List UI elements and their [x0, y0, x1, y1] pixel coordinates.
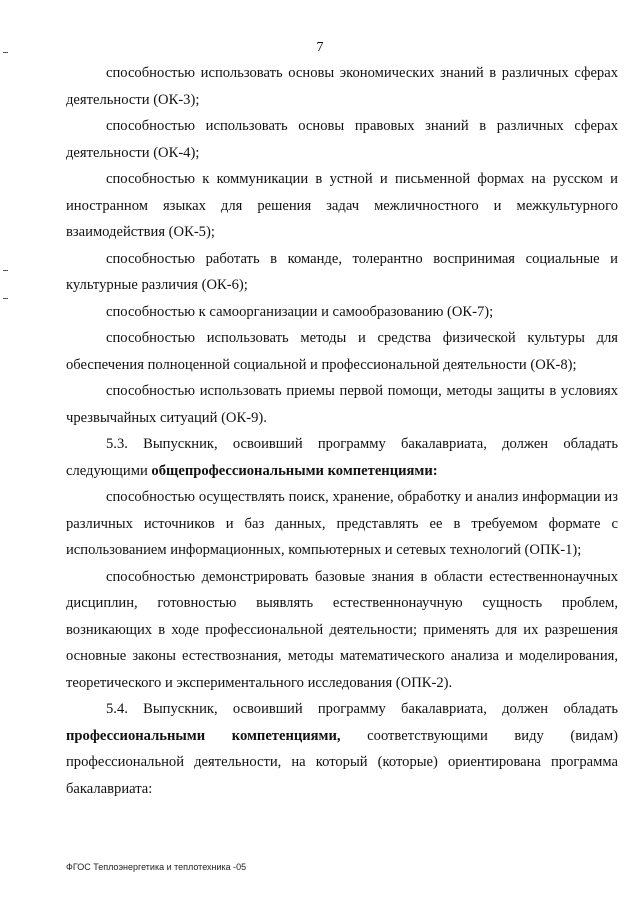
document-body	[66, 60, 618, 802]
competency-item: способностью к коммуникации в устной и письменной формах на русском и иностранном языках для решения задач межличностного и межкультурного взаимодействия (ОК-5);	[66, 171, 618, 240]
page-number: 7	[316, 40, 324, 55]
competency-item: способностью осуществлять поиск, хранение, обработку и анализ информации из различных источников и баз данных, представлять ее в требуемом формате с использованием информационных, компьютерных и сетевых технологий (ОПК-1);	[66, 489, 618, 558]
competency-item: способностью использовать приемы первой помощи, методы защиты в условиях чрезвычайных ситуаций (ОК-9).	[66, 383, 618, 426]
section-5-4-bold-term: профессиональными компетенциями,	[66, 727, 341, 744]
section-5-3-paragraph	[66, 431, 618, 484]
competency-item: способностью использовать методы и средства физической культуры для обеспечения полноценной социальной и профессиональной деятельности (ОК-8);	[66, 330, 618, 373]
section-5-3-bold-term: общепрофессиональными компетенциями:	[151, 462, 438, 479]
footer-note: ФГОС Теплоэнергетика и теплотехника -05	[66, 862, 247, 872]
section-5-4-intro: 5.4. Выпускник, освоивший программу бакалавриата, должен обладать	[106, 701, 618, 717]
competency-item: способностью использовать основы экономических знаний в различных сферах деятельности (ОК-3);	[66, 65, 618, 108]
competency-item: способностью использовать основы правовых знаний в различных сферах деятельности (ОК-4);	[66, 118, 618, 161]
section-5-4-paragraph	[66, 696, 618, 802]
section-5-3-intro: 5.3. Выпускник, освоивший программу бакалавриата, должен обладать следующими	[66, 436, 618, 479]
competency-item: способностью демонстрировать базовые знания в области естественнонаучных дисциплин, готовностью выявлять естественнонаучную сущность проблем, возникающих в ходе профессиональной деятельности; применять для их разрешения основные законы естествознания, методы математического анализа и моделирования, теоретического и экспериментального исследования (ОПК-2).	[66, 568, 618, 691]
scan-edge-mark	[3, 298, 8, 299]
scan-edge-mark	[3, 270, 8, 271]
competency-item: способностью работать в команде, толерантно воспринимая социальные и культурные различия (ОК-6);	[66, 250, 618, 293]
competency-item: способностью к самоорганизации и самообразованию (ОК-7);	[106, 303, 494, 320]
section-5-4-rest: соответствующими виду (видам) профессиональной деятельности, на который (которые) ориентирована программа бакалавриата:	[66, 727, 618, 797]
